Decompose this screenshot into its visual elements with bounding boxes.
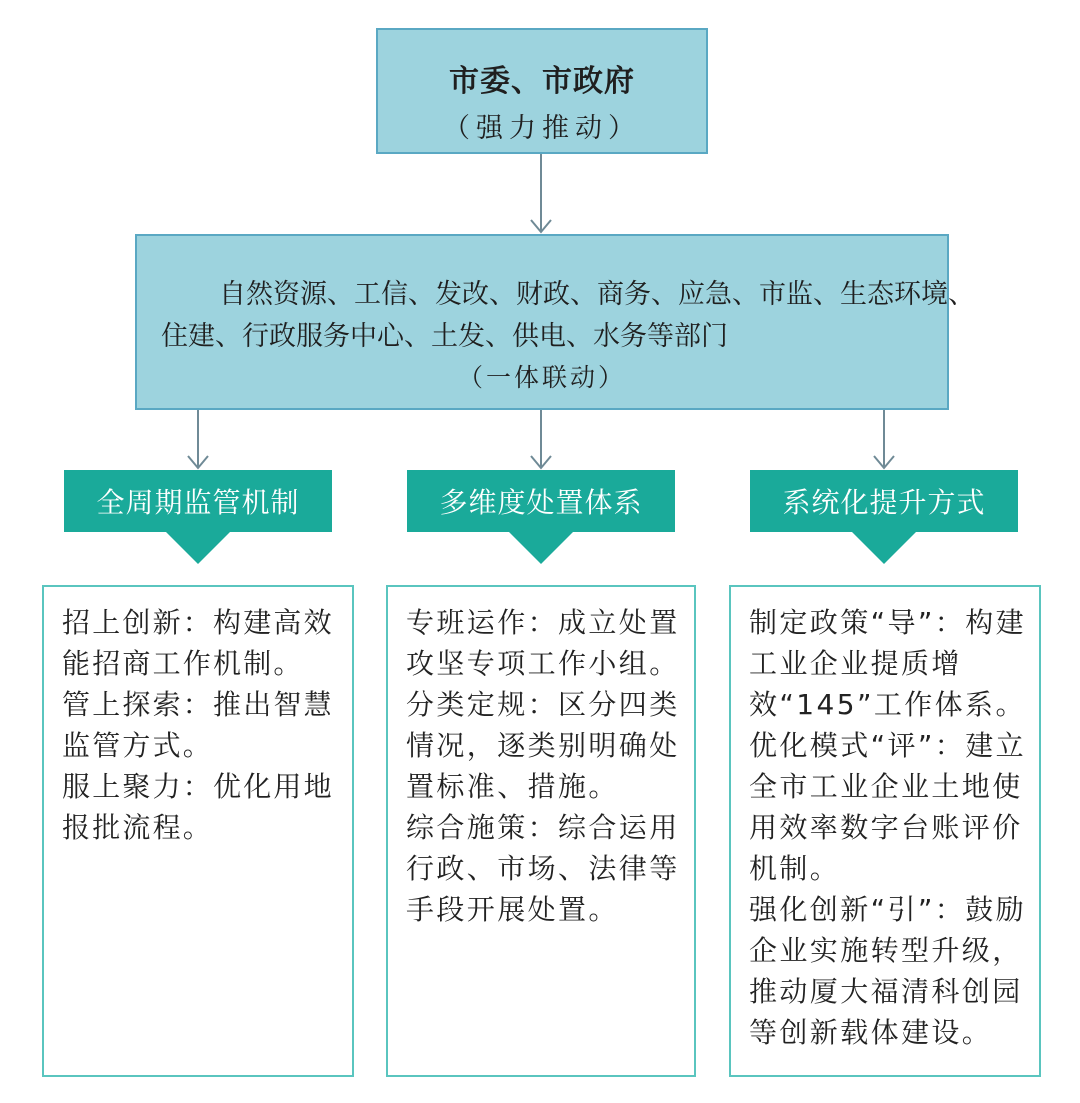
branch-badge-lifecycle-supervision bbox=[64, 470, 332, 532]
branch-badge-systematic-improvement bbox=[750, 470, 1018, 532]
branch-item: 制定政策“导”：构建工业企业提质增效“145”工作体系。 bbox=[749, 606, 1027, 721]
branch-item: 分类定规：区分四类情况，逐类别明确处置标准、措施。 bbox=[406, 688, 680, 803]
branch-content-lifecycle-supervision bbox=[42, 585, 354, 1077]
branch-item: 强化创新“引”：鼓励企业实施转型升级，推动厦大福清科创园等创新载体建设。 bbox=[749, 893, 1027, 1049]
branch-item: 服上聚力：优化用地报批流程。 bbox=[62, 770, 334, 844]
branch-item: 招上创新：构建高效能招商工作机制。 bbox=[62, 606, 334, 680]
branch-badge-label: 多维度处置体系 bbox=[439, 486, 643, 519]
branch-content-multidimensional-disposal bbox=[386, 585, 696, 1077]
badge-pointer-1 bbox=[166, 532, 230, 564]
branch-badge-label: 全周期监管机制 bbox=[96, 486, 300, 519]
branch-item: 管上探索：推出智慧监管方式。 bbox=[62, 688, 334, 762]
badge-pointer-3 bbox=[852, 532, 916, 564]
branch-item: 优化模式“评”：建立全市工业企业土地使用效率数字台账评价机制。 bbox=[749, 729, 1027, 885]
badge-pointer-2 bbox=[509, 532, 573, 564]
leadership-title: 市委、市政府 bbox=[449, 64, 635, 99]
departments-box bbox=[135, 234, 975, 410]
branch-content-systematic-improvement bbox=[729, 585, 1041, 1077]
leadership-subtitle: （强力推动） bbox=[443, 113, 641, 144]
leadership-box bbox=[376, 28, 708, 154]
branch-item: 专班运作：成立处置攻坚专项工作小组。 bbox=[406, 606, 680, 680]
departments-subtitle: （一体联动） bbox=[457, 363, 626, 392]
departments-line-2: 住建、行政服务中心、土发、供电、水务等部门 bbox=[161, 321, 728, 352]
branch-badge-label: 系统化提升方式 bbox=[782, 486, 986, 519]
branch-item: 综合施策：综合运用行政、市场、法律等手段开展处置。 bbox=[406, 811, 680, 926]
branch-badge-multidimensional-disposal bbox=[407, 470, 675, 532]
departments-line-1: 自然资源、工信、发改、财政、商务、应急、市监、生态环境、 bbox=[219, 279, 975, 310]
